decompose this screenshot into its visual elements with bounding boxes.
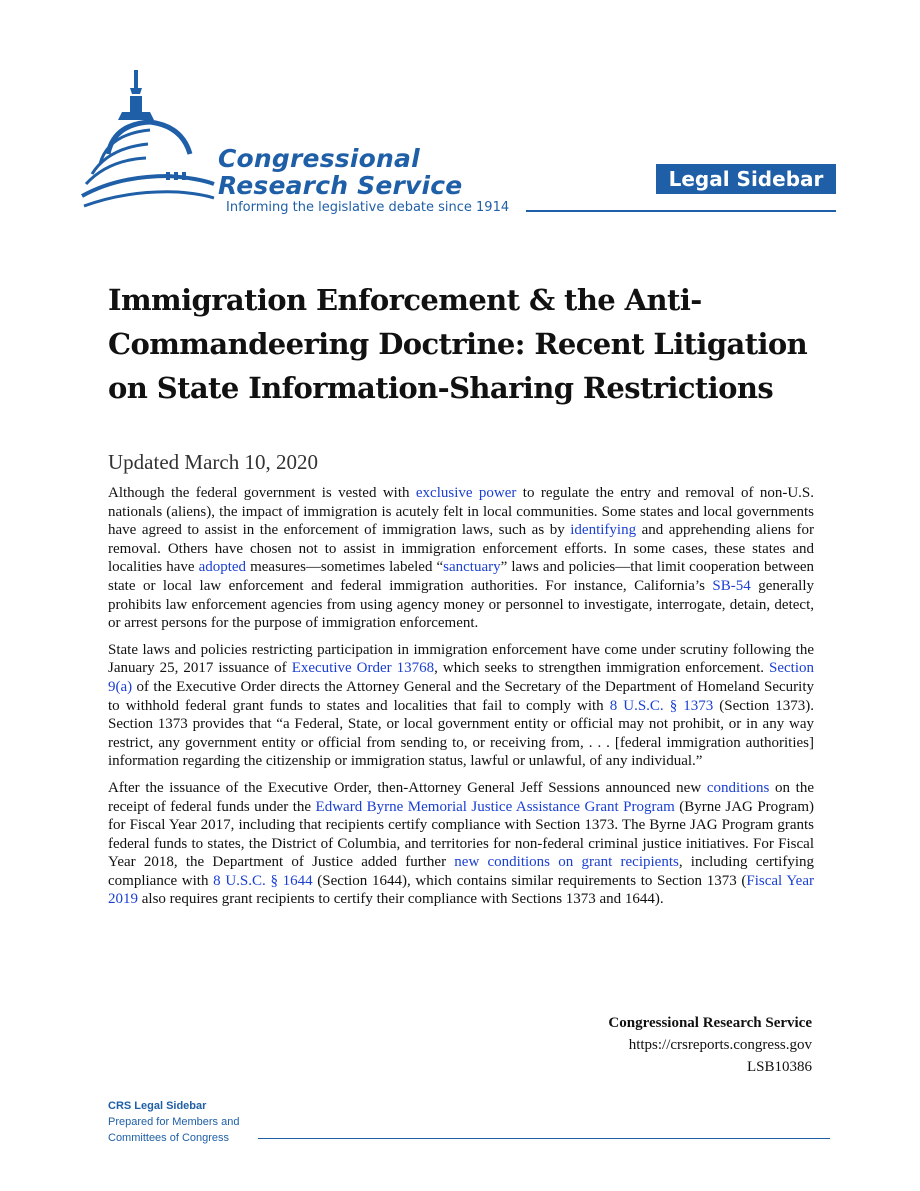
inline-link[interactable]: 8 U.S.C. § 1373	[609, 697, 714, 714]
tagline-divider	[526, 210, 836, 212]
document-title: Immigration Enforcement & the Anti-Commandeering Doctrine: Recent Litigation on State Information-Sharing Restrictions	[108, 283, 808, 405]
paragraph-text: on the receipt of federal funds under the	[108, 779, 815, 815]
footer-series-title: CRS Legal Sidebar	[108, 1100, 207, 1112]
sidebar-footer-note	[108, 1098, 239, 1146]
footer-url[interactable]: https://crsreports.congress.gov	[628, 1037, 812, 1053]
paragraph-text: (Section 1373). Section 1373 provides that “a Federal, State, or local government entity or official may not prohibit, or in any way restrict, any government entity or official from sending to, or receiving from, . . . [federal immigration authorities] information regarding the citizenship or immigration status, lawful or unlawful, of any individual.”	[108, 697, 814, 770]
inline-link[interactable]: adopted	[198, 559, 247, 576]
inline-link[interactable]: conditions	[706, 779, 770, 796]
legal-sidebar-badge: Legal Sidebar	[656, 164, 836, 194]
paragraph-text: , which seeks to strengthen immigration enforcement.	[434, 660, 770, 677]
footer-prepared-line: Prepared for Members and	[108, 1116, 240, 1128]
capitol-dome-icon	[78, 64, 218, 214]
report-id: LSB10386	[746, 1059, 812, 1075]
paragraph-text: After the issuance of the Executive Order, then-Attorney General Jeff Sessions announced new	[108, 779, 707, 796]
org-name-line1: Congressional	[218, 144, 420, 173]
report-footer	[608, 1012, 812, 1078]
paragraph-text: and apprehending aliens for removal. Others have chosen not to assist in immigration enforcement efforts. In some cases, these states and localities have	[108, 522, 814, 576]
paragraph-text: , including certifying compliance with	[108, 854, 815, 889]
org-name-line2: Research Service	[218, 171, 463, 200]
inline-link[interactable]: new conditions on grant recipients	[454, 854, 679, 871]
inline-link[interactable]: 8 U.S.C. § 1644	[213, 872, 313, 889]
document-body	[108, 484, 814, 917]
crs-wordmark	[218, 146, 462, 198]
inline-link[interactable]: Edward Byrne Memorial Justice Assistance Grant Program	[315, 798, 675, 815]
body-paragraph	[108, 484, 814, 633]
paragraph-text: of the Executive Order directs the Attorney General and the Secretary of the Department of Homeland Security to withhold federal grant funds to states and localities that fail to comply with	[108, 678, 814, 714]
inline-link[interactable]: Section 9(a)	[108, 660, 815, 695]
paragraph-text: ” laws and policies—that limit cooperation between state or local law enforcement and federal immigration authorities. For instance, California’s	[108, 559, 815, 594]
inline-link[interactable]: SB-54	[712, 577, 751, 594]
paragraph-text: (Byrne JAG Program) for Fiscal Year 2017, including that recipients certify compliance with Section 1373. The Byrne JAG Program grants federal funds to states, the District of Columbia, and territories for non-federal criminal justice initiatives. For Fiscal Year 2018, the Department of Justice added further	[108, 798, 814, 871]
report-header	[0, 0, 920, 240]
tagline: Informing the legislative debate since 1914	[226, 200, 510, 215]
paragraph-text: measures—sometimes labeled “	[246, 559, 444, 576]
inline-link[interactable]: exclusive power	[415, 485, 517, 501]
inline-link[interactable]: Fiscal Year 2019	[108, 872, 814, 908]
paragraph-text: (Section 1644), which contains similar requirements to Section 1373 (	[312, 872, 747, 889]
body-paragraph	[108, 779, 814, 909]
inline-link[interactable]: identifying	[570, 522, 637, 539]
updated-date: Updated March 10, 2020	[108, 450, 318, 474]
paragraph-text: also requires grant recipients to certify their compliance with Sections 1373 and 1644).	[138, 891, 664, 908]
inline-link[interactable]: sanctuary	[443, 559, 501, 576]
paragraph-text: generally prohibits law enforcement agencies from using agency money or personnel to investigate, interrogate, detain, detect, or arrest persons for the purpose of immigration enforcement.	[108, 577, 815, 632]
paragraph-text: to regulate the entry and removal of non-U.S. nationals (aliens), the impact of immigration is acutely felt in local communities. Some states and local governments have agreed to assist in the enforcement of immigration laws, such as by	[108, 485, 814, 539]
footer-committees-line: Committees of Congress	[108, 1132, 230, 1144]
inline-link[interactable]: Executive Order 13768	[291, 660, 435, 677]
body-paragraph	[108, 641, 814, 771]
footer-org: Congressional Research Service	[608, 1015, 812, 1031]
paragraph-text: Although the federal government is vested with	[108, 485, 416, 501]
footer-divider	[258, 1138, 830, 1139]
paragraph-text: State laws and policies restricting participation in immigration enforcement have come under scrutiny following the January 25, 2017 issuance of	[108, 641, 814, 677]
